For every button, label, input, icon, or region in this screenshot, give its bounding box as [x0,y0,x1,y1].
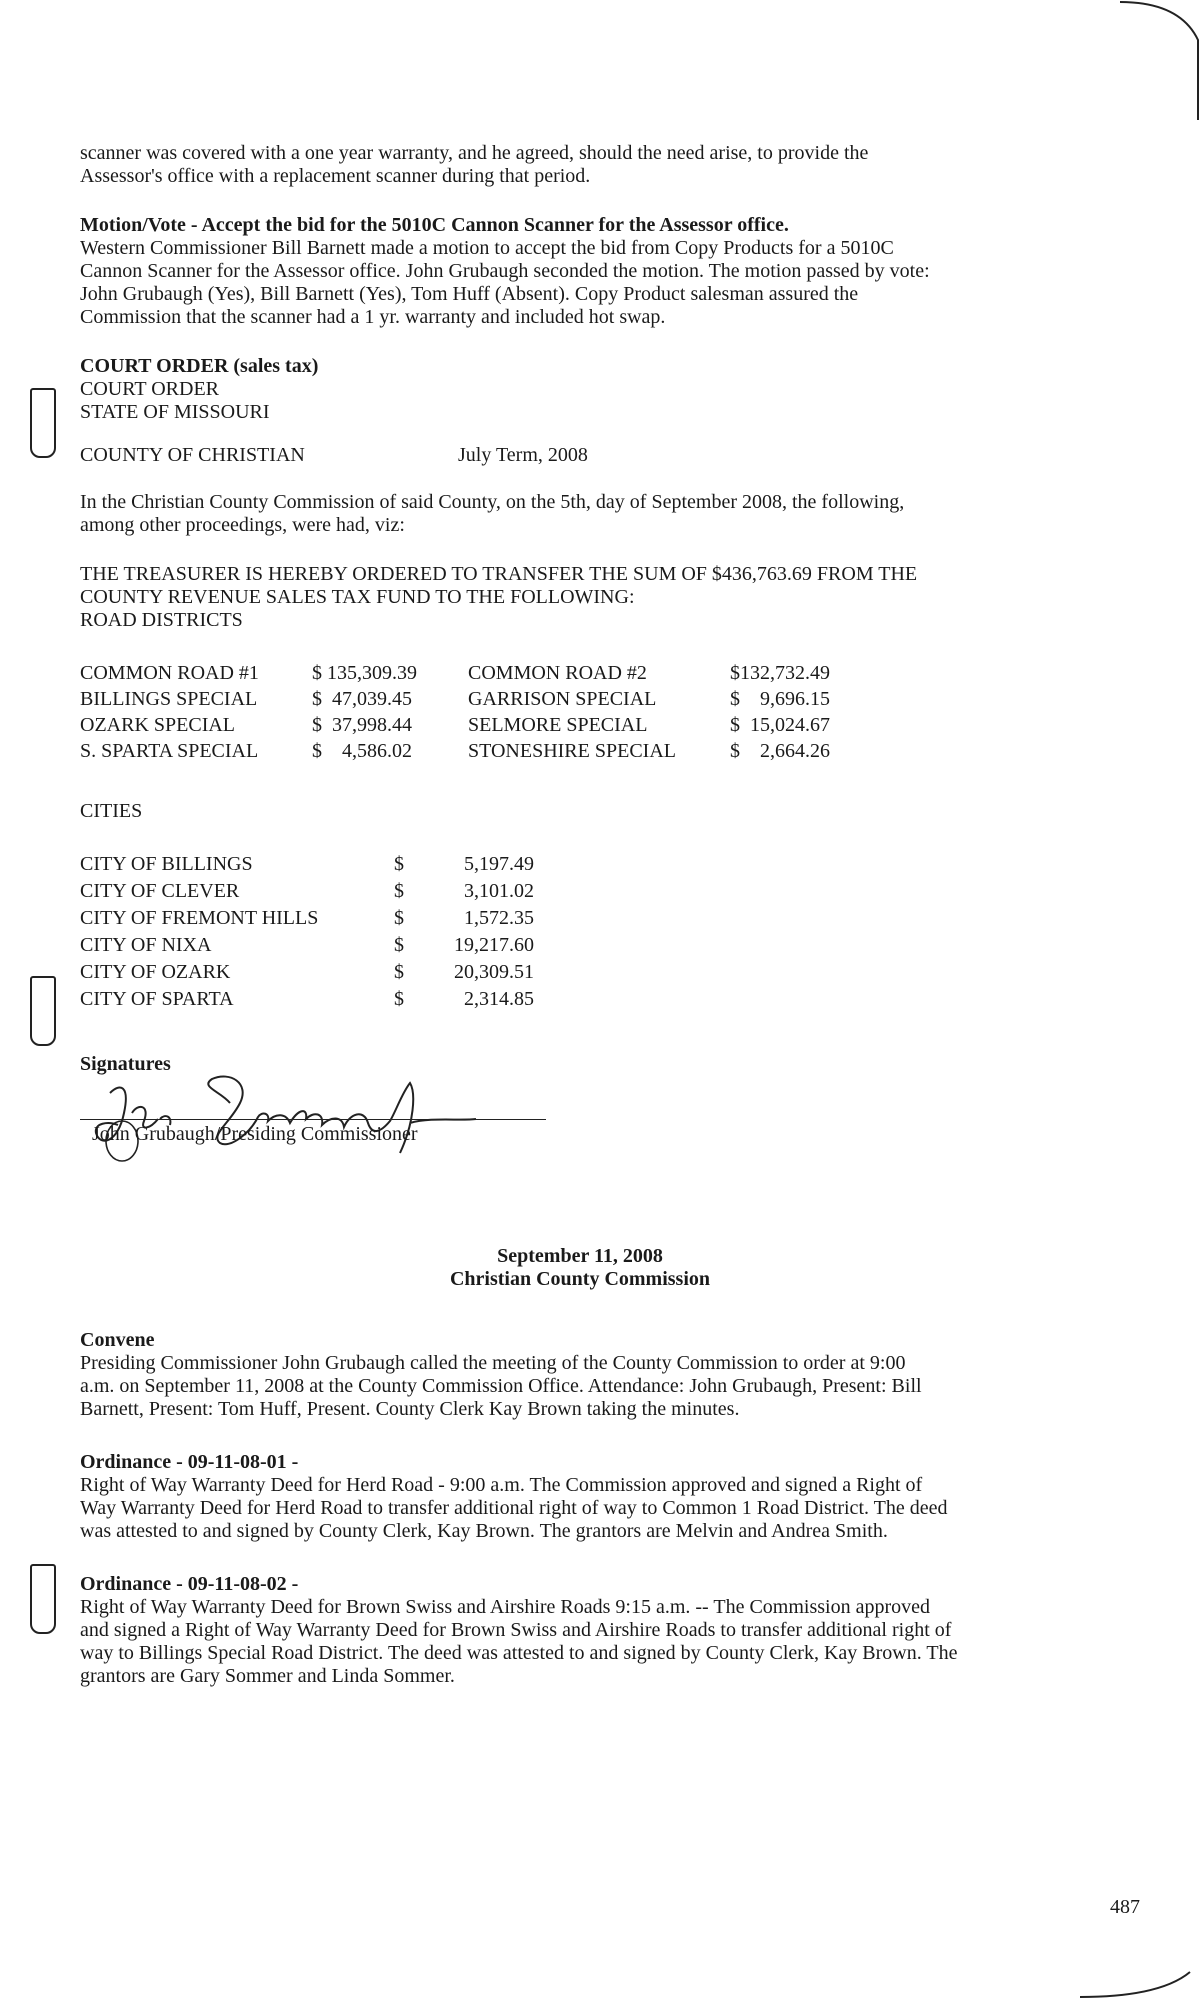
motion-line: Commission that the scanner had a 1 yr. warranty and included hot swap. [80,306,666,328]
meeting-date: September 11, 2008 [497,1245,663,1267]
road-amount: $ 15,024.67 [730,714,830,736]
city-name: CITY OF CLEVER [80,880,240,902]
table-row [80,932,534,959]
city-amount: 3,101.02 [464,880,534,902]
ordinance-line: grantors are Gary Sommer and Linda Sommer. [80,1665,455,1687]
signatures-title: Signatures [80,1053,171,1075]
road-amount: $ 135,309.39 [312,662,417,684]
road-name: BILLINGS SPECIAL [80,688,258,710]
table-row [80,738,830,764]
dollar-sign: $ [394,853,404,875]
road-name: SELMORE SPECIAL [468,714,648,736]
city-name: CITY OF SPARTA [80,988,234,1010]
road-amount: $ 47,039.45 [312,688,412,710]
ordinance-line: Right of Way Warranty Deed for Brown Swiss and Airshire Roads 9:15 a.m. -- The Commission approved [80,1596,930,1618]
table-row [80,712,830,738]
dollar-sign: $ [394,907,404,929]
signature-label: John Grubaugh/Presiding Commissioner [92,1123,418,1145]
state-line: STATE OF MISSOURI [80,401,270,423]
court-order-line: COURT ORDER [80,378,220,400]
city-name: CITY OF OZARK [80,961,231,983]
cities-title: CITIES [80,800,143,822]
motion-heading: Motion/Vote - Accept the bid for the 5010C Cannon Scanner for the Assessor office. [80,214,789,236]
county-term-row [80,444,1130,467]
transfer-order-paragraph [80,563,1130,632]
table-row [80,686,830,712]
ordinance-line: Way Warranty Deed for Herd Road to transfer additional right of way to Common 1 Road District. The deed [80,1497,948,1519]
road-amount: $ 9,696.15 [730,688,830,710]
ordinance-heading: Ordinance - 09-11-08-02 - [80,1573,299,1595]
ordinance-section-2 [80,1573,1130,1688]
binder-tab-mark [30,976,56,1046]
table-row [80,660,830,686]
transfer-order-line: COUNTY REVENUE SALES TAX FUND TO THE FOLLOWING: [80,586,635,608]
convene-section [80,1329,1130,1421]
ordinance-heading: Ordinance - 09-11-08-01 - [80,1451,299,1473]
road-districts-title: ROAD DISTRICTS [80,609,243,631]
city-amount: 20,309.51 [454,961,534,983]
convene-line: Presiding Commissioner John Grubaugh called the meeting of the County Commission to order at 9:00 [80,1352,906,1374]
court-order-heading: COURT ORDER (sales tax) [80,355,319,377]
binder-tab-mark [30,1564,56,1634]
road-name: COMMON ROAD #1 [80,662,259,684]
ordinance-line: Right of Way Warranty Deed for Herd Road - 9:00 a.m. The Commission approved and signed a Right of [80,1474,923,1496]
road-name: S. SPARTA SPECIAL [80,740,259,762]
ordinance-line: way to Billings Special Road District. The deed was attested to and signed by County Clerk, Kay Brown. The [80,1642,958,1664]
signature-line [80,1119,546,1120]
dollar-sign: $ [394,934,404,956]
road-name: COMMON ROAD #2 [468,662,647,684]
meeting-header [80,1245,1080,1291]
page-bottom-curve [1080,1967,1200,2007]
page-corner-curve [1120,0,1200,120]
county-label: COUNTY OF CHRISTIAN [80,444,305,466]
table-row [80,959,534,986]
ordinance-section-1 [80,1451,1130,1543]
binder-tab-mark [30,388,56,458]
road-amount: $ 37,998.44 [312,714,412,736]
intro-line: scanner was covered with a one year warranty, and he agreed, should the need arise, to provide the [80,142,869,164]
road-amount: $132,732.49 [730,662,830,684]
city-amount: 5,197.49 [464,853,534,875]
city-name: CITY OF FREMONT HILLS [80,907,319,929]
road-districts-table [80,660,830,764]
document-body [80,142,1130,1688]
cities-table [80,851,534,1013]
city-amount: 1,572.35 [464,907,534,929]
motion-line: John Grubaugh (Yes), Bill Barnett (Yes), Tom Huff (Absent). Copy Product salesman assured the [80,283,859,305]
road-name: OZARK SPECIAL [80,714,236,736]
table-row [80,905,534,932]
dollar-sign: $ [394,961,404,983]
city-amount: 2,314.85 [464,988,534,1010]
road-name: STONESHIRE SPECIAL [468,740,676,762]
page-number: 487 [1110,1896,1140,1918]
table-row [80,851,534,878]
proceedings-line: among other proceedings, were had, viz: [80,514,405,536]
motion-line: Cannon Scanner for the Assessor office. John Grubaugh seconded the motion. The motion passed by vote: [80,260,930,282]
intro-line: Assessor's office with a replacement scanner during that period. [80,165,591,187]
motion-line: Western Commissioner Bill Barnett made a motion to accept the bid from Copy Products for a 5010C [80,237,894,259]
intro-paragraph [80,142,1130,188]
transfer-order-line: THE TREASURER IS HEREBY ORDERED TO TRANSFER THE SUM OF $436,763.69 FROM THE [80,563,918,585]
table-row [80,878,534,905]
city-amount: 19,217.60 [454,934,534,956]
road-amount: $ 2,664.26 [730,740,830,762]
ordinance-line: and signed a Right of Way Warranty Deed for Brown Swiss and Airshire Roads to transfer additional right of [80,1619,952,1641]
court-order-section [80,355,1130,1163]
dollar-sign: $ [394,988,404,1010]
convene-line: Barnett, Present: Tom Huff, Present. County Clerk Kay Brown taking the minutes. [80,1398,740,1420]
proceedings-line: In the Christian County Commission of said County, on the 5th, day of September 2008, the following, [80,491,905,513]
proceedings-paragraph [80,491,1130,537]
convene-line: a.m. on September 11, 2008 at the County Commission Office. Attendance: John Grubaugh, Present: Bill [80,1375,922,1397]
city-name: CITY OF NIXA [80,934,212,956]
motion-section [80,214,1130,329]
road-name: GARRISON SPECIAL [468,688,657,710]
table-row [80,986,534,1013]
term-label: July Term, 2008 [458,444,588,466]
meeting-body: Christian County Commission [449,1268,711,1290]
city-name: CITY OF BILLINGS [80,853,253,875]
ordinance-line: was attested to and signed by County Clerk, Kay Brown. The grantors are Melvin and Andrea Smith. [80,1520,888,1542]
convene-heading: Convene [80,1329,155,1351]
road-amount: $ 4,586.02 [312,740,412,762]
dollar-sign: $ [394,880,404,902]
signature-block [80,1053,1130,1163]
handwritten-signature [80,1073,560,1163]
